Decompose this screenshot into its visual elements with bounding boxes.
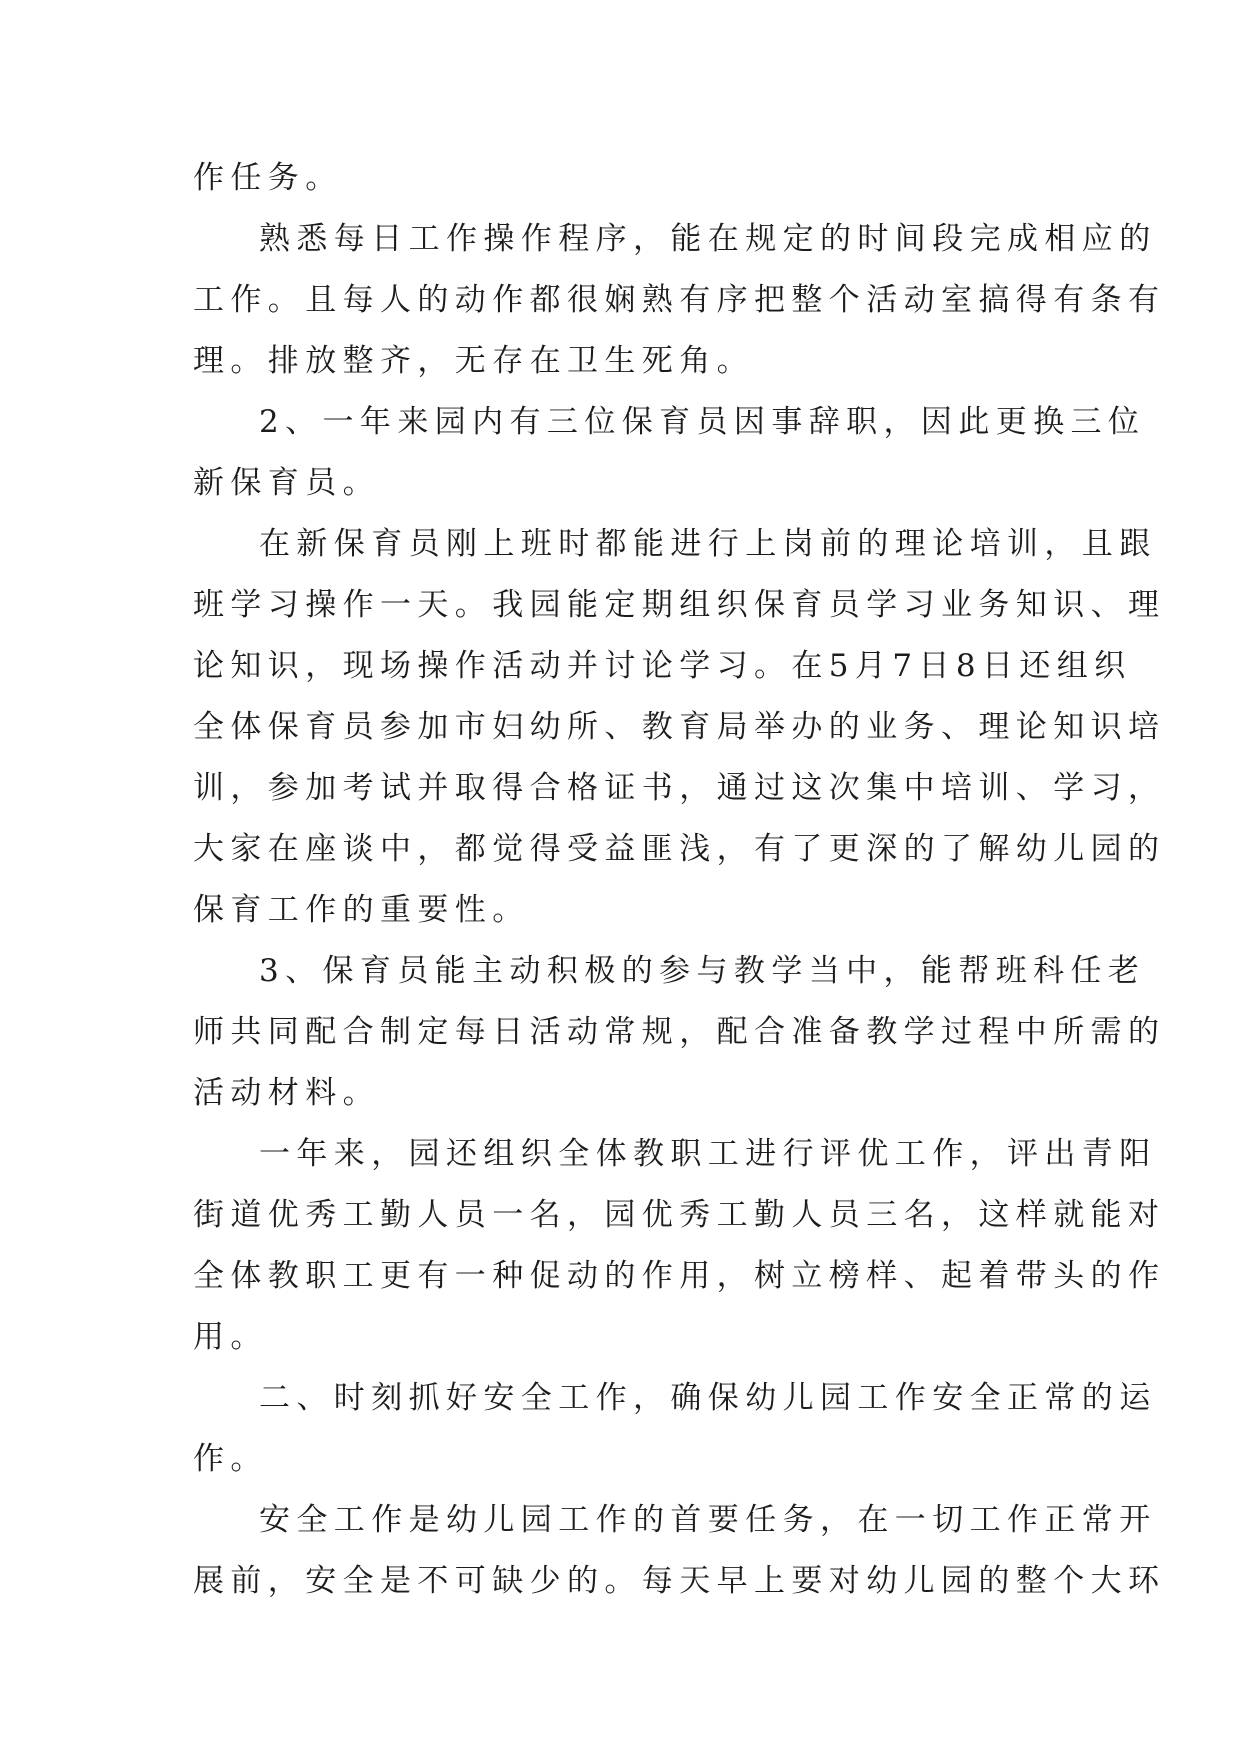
text-line: 用。 (193, 1319, 268, 1355)
text-line: 训，参加考试并取得合格证书，通过这次集中培训、学习， (193, 770, 1166, 806)
text-line: 熟悉每日工作操作程序，能在规定的时间段完成相应的 (259, 221, 1157, 257)
text-line: 班学习操作一天。我园能定期组织保育员学习业务知识、理 (193, 587, 1166, 623)
paragraph (193, 514, 1166, 941)
text-line: 大家在座谈中，都觉得受益匪浅，有了更深的了解幼儿园的 (193, 831, 1166, 867)
text-line: 在新保育员刚上班时都能进行上岗前的理论培训，且跟 (259, 526, 1157, 562)
paragraph (193, 148, 1065, 209)
text-line: 街道优秀工勤人员一名，园优秀工勤人员三名，这样就能对 (193, 1197, 1166, 1233)
text-line: 新保育员。 (193, 465, 380, 501)
paragraph (193, 209, 1166, 392)
text-line: 全体教职工更有一种促动的作用，树立榜样、起着带头的作 (193, 1258, 1166, 1294)
text-line: 全体保育员参加市妇幼所、教育局举办的业务、理论知识培 (193, 709, 1166, 745)
text-line: 工作。且每人的动作都很娴熟有序把整个活动室搞得有条有 (193, 282, 1166, 318)
text-line: 师共同配合制定每日活动常规，配合准备教学过程中所需的 (193, 1014, 1166, 1050)
paragraph (193, 1368, 1157, 1490)
text-line: 展前，安全是不可缺少的。每天早上要对幼儿园的整个大环 (193, 1563, 1166, 1599)
text-line: 保育工作的重要性。 (193, 892, 530, 928)
text-line: 2、一年来园内有三位保育员因事辞职，因此更换三位 (259, 404, 1146, 440)
document-body (193, 148, 1166, 1612)
text-line: 理。排放整齐，无存在卫生死角。 (193, 343, 754, 379)
text-line: 一年来，园还组织全体教职工进行评优工作，评出青阳 (259, 1136, 1157, 1172)
paragraph (193, 392, 1146, 514)
paragraph (193, 1124, 1166, 1368)
text-line: 安全工作是幼儿园工作的首要任务，在一切工作正常开 (259, 1502, 1157, 1538)
paragraph (193, 1490, 1166, 1612)
text-line: 论知识，现场操作活动并讨论学习。在5月7日8日还组织 (193, 648, 1132, 684)
text-line: 3、保育员能主动积极的参与教学当中，能帮班科任老 (259, 953, 1146, 989)
text-line: 活动材料。 (193, 1075, 380, 1111)
text-line: 作。 (193, 1441, 268, 1477)
text-line: 作任务。 (193, 160, 343, 196)
text-line: 二、时刻抓好安全工作，确保幼儿园工作安全正常的运 (259, 1380, 1157, 1416)
paragraph (193, 941, 1166, 1124)
